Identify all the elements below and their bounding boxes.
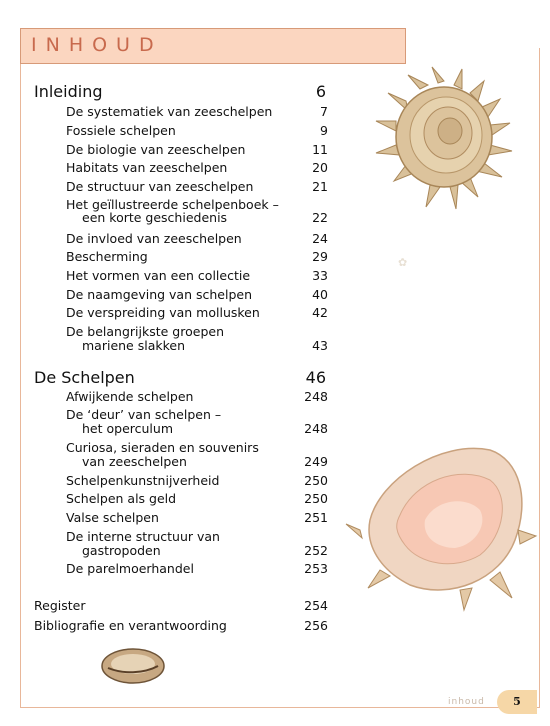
toc-item-page: 256 — [304, 618, 328, 633]
toc-item-page: 9 — [320, 123, 328, 138]
toc-item-page: 24 — [312, 231, 328, 246]
toc-item-page: 248 — [304, 421, 328, 436]
cowrie-shell-illustration — [98, 644, 168, 688]
toc-item-page: 251 — [304, 510, 328, 525]
toc-item-continuation: het operculum — [82, 421, 173, 436]
toc-item[interactable]: De systematiek van zeeschelpen — [66, 104, 273, 119]
page-title: INHOUD — [31, 34, 163, 56]
toc-item[interactable]: Het vormen van een collectie — [66, 268, 251, 283]
toc-item-continuation: van zeeschelpen — [82, 454, 187, 469]
toc-item[interactable]: De invloed van zeeschelpen — [66, 231, 242, 246]
toc-item-page: 43 — [312, 338, 328, 353]
toc-item[interactable]: De biologie van zeeschelpen — [66, 142, 246, 157]
toc-item-page: 21 — [312, 179, 328, 194]
toc-item-page: 22 — [312, 210, 328, 225]
toc-item-page: 40 — [312, 287, 328, 302]
toc-item[interactable]: Het geïllustreerde schelpenboek – — [66, 197, 279, 212]
toc-item-continuation: mariene slakken — [82, 338, 186, 353]
toc-item-page: 250 — [304, 473, 328, 488]
toc-item[interactable]: Schelpen als geld — [66, 491, 177, 506]
toc-item-page: 249 — [304, 454, 328, 469]
section-page-de-schelpen: 46 — [305, 368, 326, 387]
decorative-mark: ✿ — [398, 256, 408, 269]
toc-item-page: 254 — [304, 598, 328, 613]
toc-item[interactable]: De verspreiding van mollusken — [66, 305, 260, 320]
toc-item[interactable]: De interne structuur van — [66, 529, 220, 544]
toc-item-page: 20 — [312, 160, 328, 175]
toc-item-register[interactable]: Register — [34, 598, 86, 613]
header-band — [20, 28, 406, 64]
toc-item[interactable]: De naamgeving van schelpen — [66, 287, 253, 302]
toc-item[interactable]: Bescherming — [66, 249, 148, 264]
toc-item-continuation: een korte geschiedenis — [82, 210, 228, 225]
section-page-inleiding: 6 — [315, 82, 326, 101]
conch-shell-illustration — [340, 420, 540, 620]
toc-item[interactable]: Fossiele schelpen — [66, 123, 176, 138]
toc-item-page: 250 — [304, 491, 328, 506]
toc-item-continuation: gastropoden — [82, 543, 161, 558]
toc-item-page: 33 — [312, 268, 328, 283]
toc-item-bibliografie[interactable]: Bibliografie en verantwoording — [34, 618, 227, 633]
section-title-de-schelpen: De Schelpen — [34, 368, 135, 387]
toc-item-page: 248 — [304, 389, 328, 404]
page-number: 5 — [513, 695, 521, 708]
toc-item[interactable]: Schelpenkunstnijverheid — [66, 473, 220, 488]
toc-item[interactable]: Habitats van zeeschelpen — [66, 160, 228, 175]
toc-item-page: 253 — [304, 561, 328, 576]
section-title-inleiding: Inleiding — [34, 82, 103, 101]
toc-item-page: 252 — [304, 543, 328, 558]
toc-item[interactable]: Curiosa, sieraden en souvenirs — [66, 440, 259, 455]
toc-item[interactable]: Afwijkende schelpen — [66, 389, 194, 404]
toc-item[interactable]: De ‘deur’ van schelpen – — [66, 407, 222, 422]
toc-item[interactable]: Valse schelpen — [66, 510, 159, 525]
page-number-badge — [497, 690, 537, 714]
toc-item-page: 42 — [312, 305, 328, 320]
toc-item[interactable]: De structuur van zeeschelpen — [66, 179, 254, 194]
toc-item-page: 11 — [312, 142, 328, 157]
toc-item-page: 29 — [312, 249, 328, 264]
toc-item[interactable]: De parelmoerhandel — [66, 561, 194, 576]
toc-item-page: 7 — [320, 104, 328, 119]
spiny-shell-illustration — [350, 65, 530, 225]
footer-section-label: inhoud — [448, 697, 485, 707]
toc-item[interactable]: De belangrijkste groepen — [66, 324, 224, 339]
